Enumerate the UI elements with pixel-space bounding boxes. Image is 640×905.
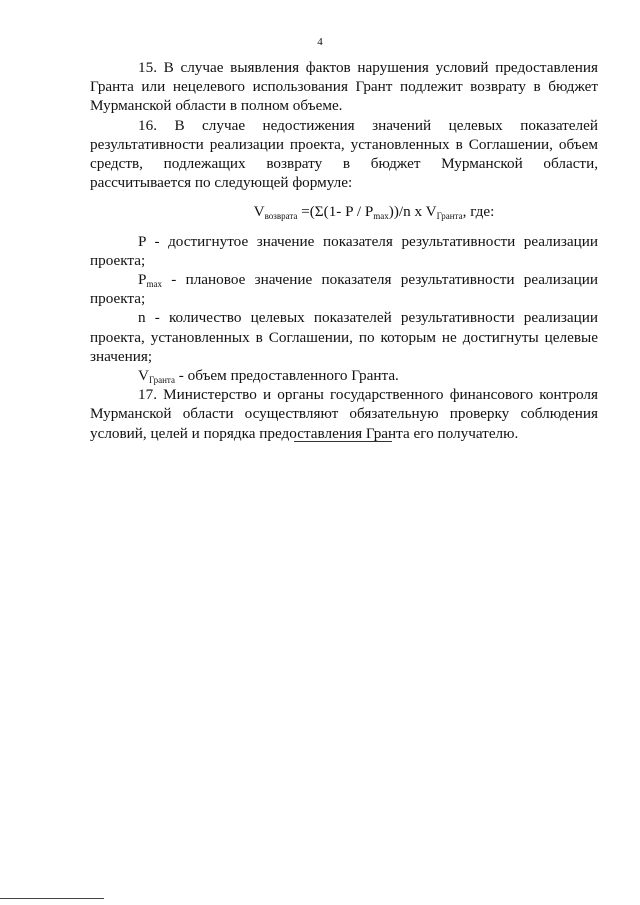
definition-pmax-subscript: max [146, 279, 162, 290]
formula-tail: , где: [462, 203, 495, 221]
paragraph-16: 16. В случае недостижения значений целевых показателей результативности реализации проекта, установленных в Соглашении, объем средств, подлежащих возврату в бюджет Мурманской области, рассчитывается по следующей формуле: [90, 116, 598, 192]
footnote-rule [0, 898, 104, 899]
formula-v: V [253, 203, 265, 221]
definition-vgrant [90, 366, 598, 385]
formula-middle-1: =(Σ(1- P / P [297, 203, 374, 221]
paragraph-15: 15. В случае выявления фактов нарушения условий предоставления Гранта или нецелевого использования Грант подлежит возврату в бюджет Мурманской области в полном объеме. [90, 59, 598, 115]
definition-pmax-text: - плановое значение показателя результативности реализации проекта; [90, 271, 598, 308]
paragraph-17: 17. Министерство и органы государственного финансового контроля Мурманской области осуществляют обязательную проверку соблюдения условий, целей и порядка предоставления Гранта его получателю. [90, 386, 598, 442]
formula-pmax-subscript: max [373, 211, 389, 222]
definition-p: P - достигнутое значение показателя результативности реализации проекта; [90, 232, 598, 269]
document-body [90, 58, 598, 443]
definition-pmax-letter: P [138, 271, 147, 289]
definition-vgrant-subscript: Гранта [148, 375, 175, 386]
end-separator [294, 441, 392, 442]
formula-grant-subscript: Гранта [436, 211, 463, 222]
page-number: 4 [317, 36, 323, 48]
formula-middle-2: ))/n x V [388, 203, 437, 221]
definition-n: n - количество целевых показателей результативности реализации проекта, установленных в Соглашении, по которым не достигнуты целевые значения; [90, 309, 598, 365]
formula-v-subscript: возврата [264, 211, 298, 222]
definition-vgrant-text: - объем предоставленного Гранта. [174, 367, 399, 385]
definition-pmax [90, 270, 598, 308]
definition-vgrant-letter: V [138, 367, 149, 385]
refund-formula [90, 202, 598, 221]
